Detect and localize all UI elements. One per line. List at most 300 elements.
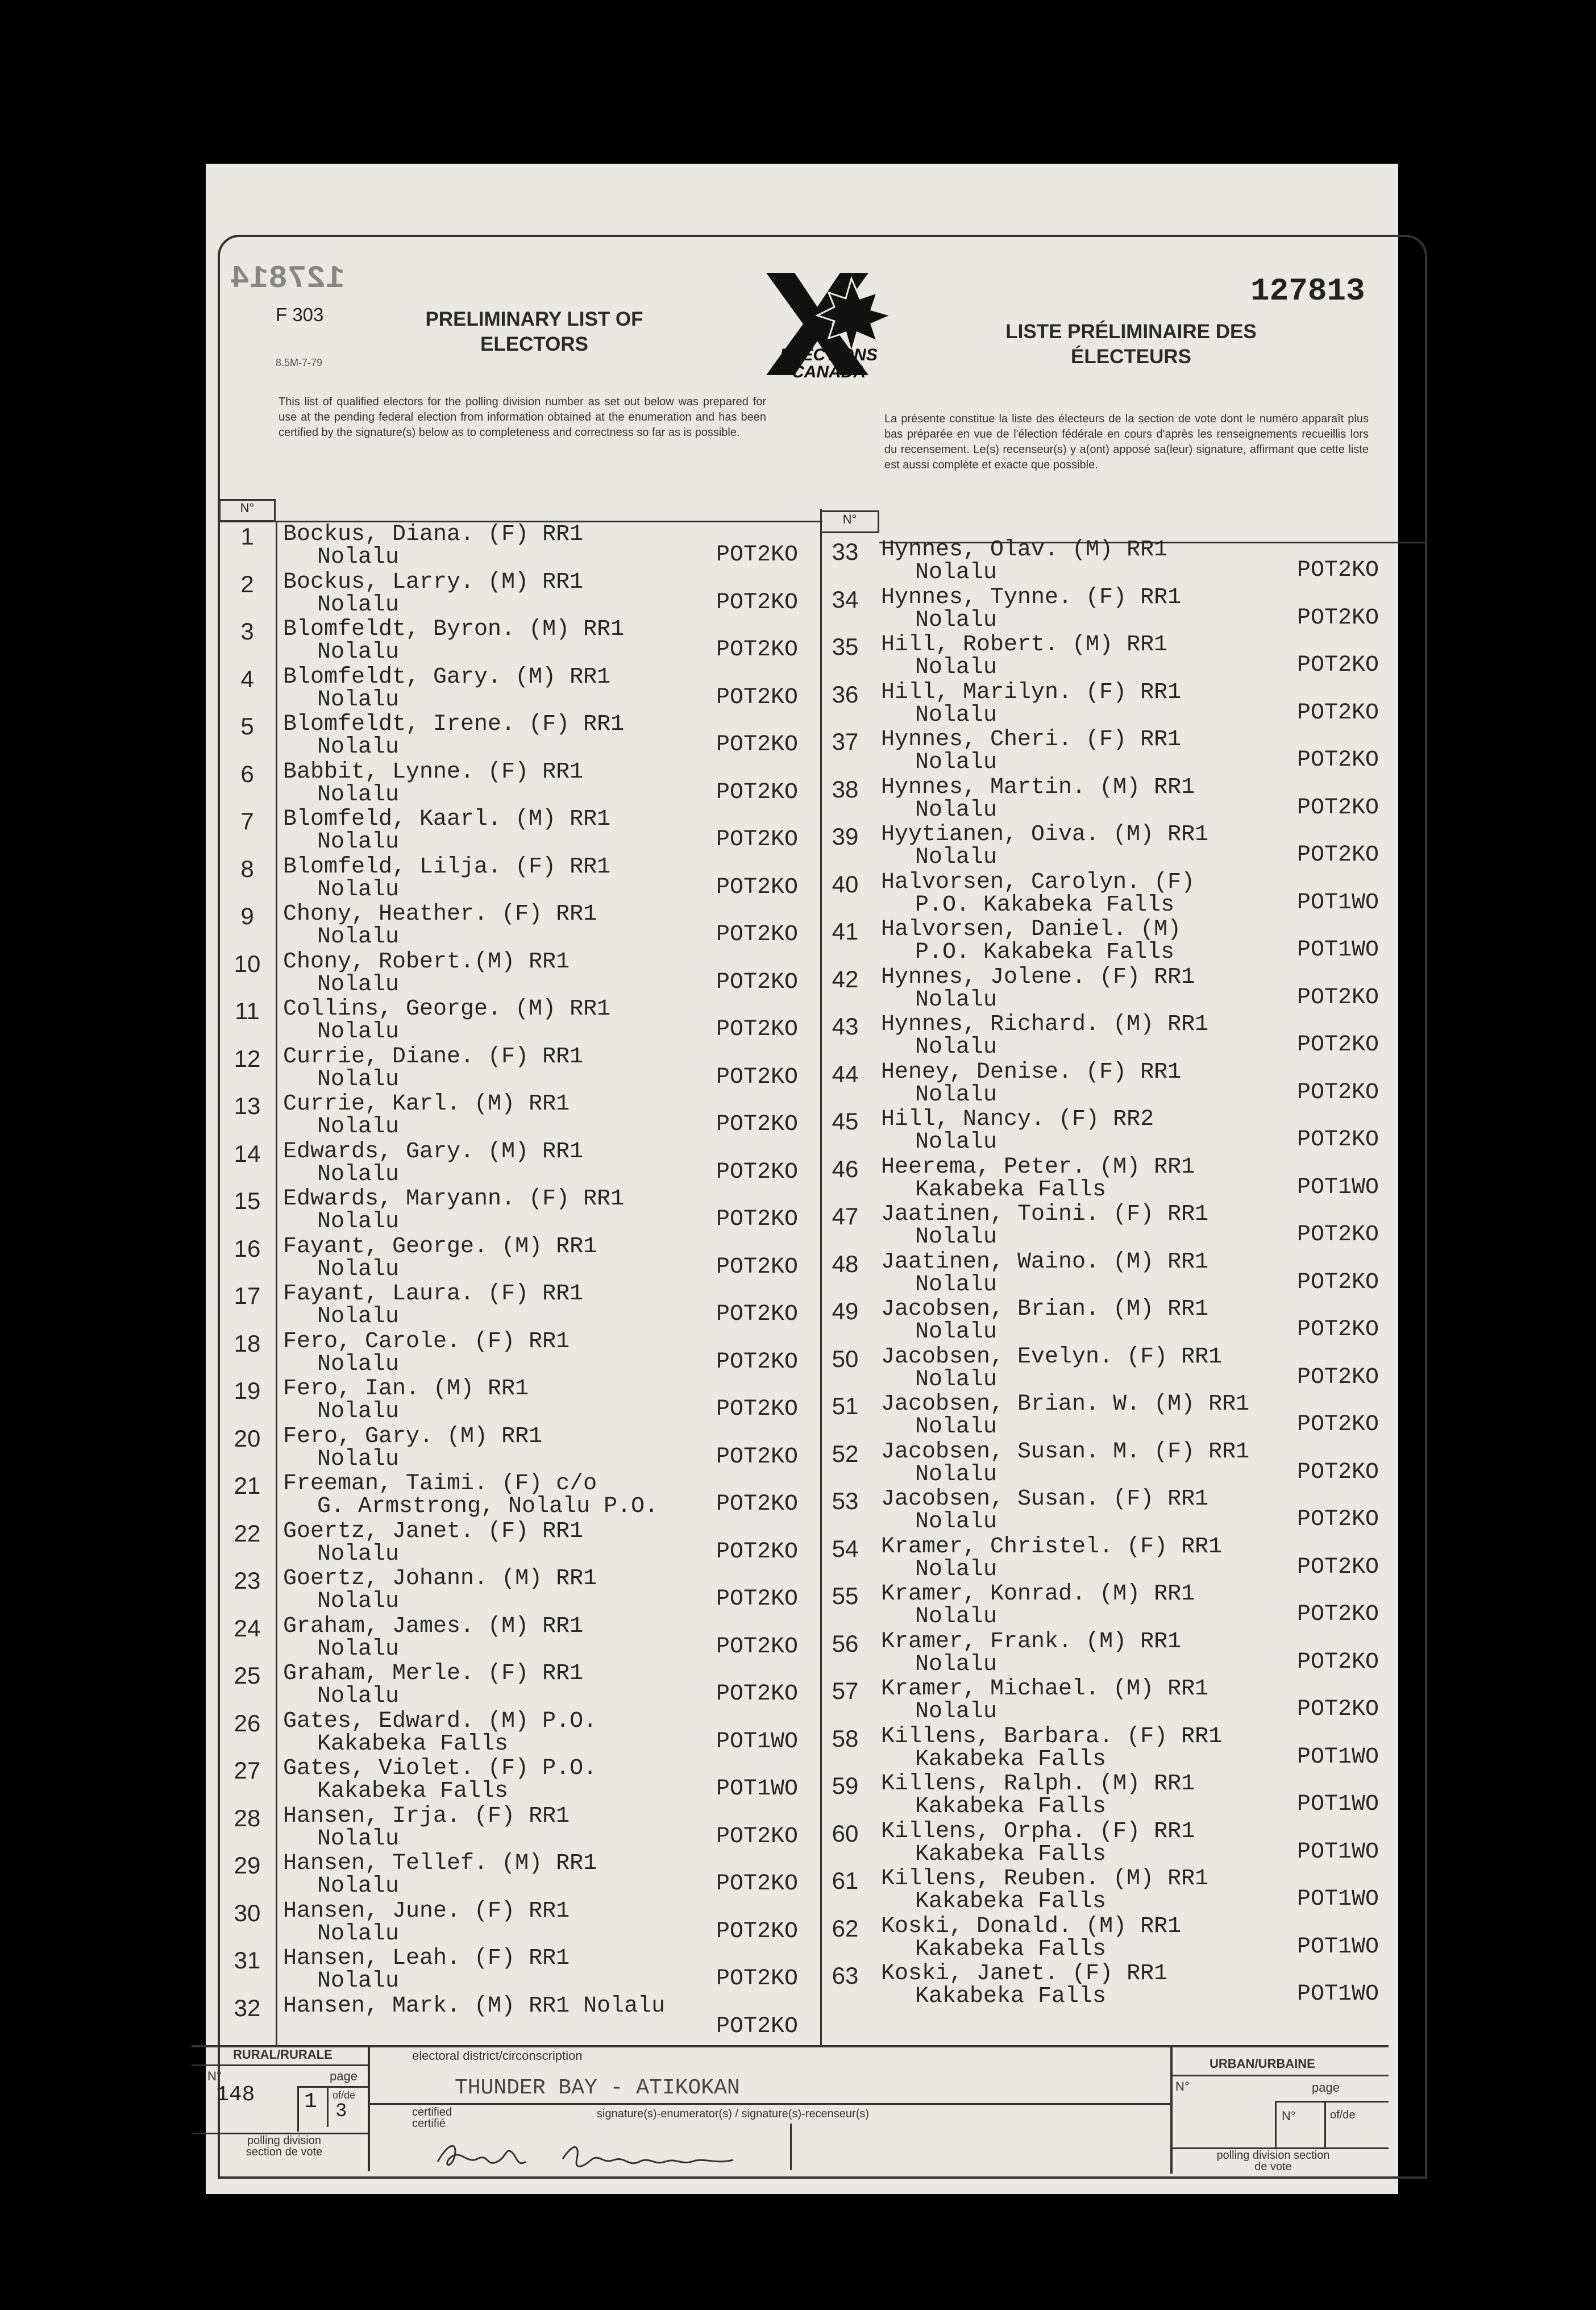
elector-name: Edwards, Maryann. (F) RR1 <box>283 1186 625 1212</box>
entry-number: 63 <box>832 1962 859 1989</box>
entry-number: 40 <box>832 870 859 898</box>
elector-name: Edwards, Gary. (M) RR1 <box>283 1139 584 1165</box>
entry-number: 33 <box>832 538 859 565</box>
entry-number: 7 <box>240 808 254 834</box>
postal-code: POT2KO <box>716 922 799 948</box>
elector-locality: Nolalu <box>915 1651 998 1677</box>
elector-locality: Nolalu <box>317 829 400 855</box>
elector-entry <box>227 1376 799 1424</box>
elector-locality: Nolalu <box>915 1319 998 1345</box>
elector-name: Hynnes, Martin. (M) RR1 <box>881 774 1195 800</box>
entry-number: 3 <box>240 618 254 645</box>
elector-name: Koski, Janet. (F) RR1 <box>881 1961 1168 1987</box>
postal-code: POT2KO <box>716 1397 799 1422</box>
elector-name: Collins, George. (M) RR1 <box>283 996 611 1022</box>
elector-locality: P.O. Kakabeka Falls <box>915 892 1175 918</box>
entry-number: 59 <box>832 1772 859 1799</box>
elector-entry <box>825 1961 1394 2009</box>
elector-entry <box>825 1866 1394 1914</box>
urban-polling-label: polling division section de vote <box>1216 2149 1330 2173</box>
logo-text: ELECTIONS CANADA <box>780 346 878 381</box>
elector-name: Hynnes, Jolene. (F) RR1 <box>881 964 1195 990</box>
postal-code: POT1WO <box>1297 1934 1379 1960</box>
elector-locality: Nolalu <box>317 1636 400 1662</box>
elector-locality: Nolalu <box>317 782 400 808</box>
elector-name: Gates, Violet. (F) P.O. <box>283 1756 597 1781</box>
entry-number: 49 <box>832 1298 859 1324</box>
postal-code: POT2KO <box>1297 653 1379 678</box>
entry-number: 44 <box>832 1060 859 1087</box>
postal-code: POT2KO <box>716 542 799 568</box>
rural-polling-number: 148 <box>216 2083 255 2107</box>
elector-locality: Nolalu <box>915 1509 998 1535</box>
rural-of-number: 3 <box>335 2101 347 2122</box>
elector-entry <box>227 712 799 760</box>
form-code: F 303 <box>276 304 324 325</box>
urban-label: URBAN/URBAINE <box>1210 2056 1315 2071</box>
elector-entry <box>227 901 799 950</box>
urban-of-divider <box>1324 2102 1326 2147</box>
elector-locality: Nolalu <box>317 1446 400 1472</box>
elector-locality: Nolalu <box>915 845 998 870</box>
postal-code: POT2KO <box>716 637 799 663</box>
elector-name: Hansen, Mark. (M) RR1 Nolalu <box>283 1993 666 2019</box>
entry-number: 12 <box>234 1045 261 1072</box>
elector-locality: Nolalu <box>317 545 400 570</box>
elector-entry <box>825 1486 1394 1534</box>
rural-page-divider <box>297 2086 299 2132</box>
entry-number: 28 <box>234 1804 261 1831</box>
postal-code: POT2KO <box>1297 1127 1379 1153</box>
entry-number: 55 <box>832 1582 859 1609</box>
elector-entry <box>825 632 1394 680</box>
postal-code: POT2KO <box>716 1681 799 1707</box>
elector-locality: Nolalu <box>317 1399 400 1424</box>
ghost-document-number: 127814 <box>230 260 345 297</box>
entry-number: 61 <box>832 1867 859 1894</box>
elector-entry <box>227 1756 799 1804</box>
entry-number: 13 <box>234 1092 261 1119</box>
postal-code: POT2KO <box>716 874 799 900</box>
postal-code: POT2KO <box>716 1823 799 1850</box>
district-label: electoral district/circonscription <box>412 2049 583 2063</box>
elector-locality: Kakabeka Falls <box>915 1794 1107 1819</box>
elector-locality: P.O. Kakabeka Falls <box>915 940 1175 965</box>
entry-number: 6 <box>240 760 254 787</box>
elector-locality: Nolalu <box>317 1684 400 1709</box>
postal-code: POT2KO <box>1297 747 1379 773</box>
entry-number: 41 <box>832 918 859 945</box>
elector-name: Jacobsen, Brian. W. (M) RR1 <box>881 1391 1250 1417</box>
elector-entry <box>825 585 1394 633</box>
postal-code: POT2KO <box>716 1966 799 1992</box>
entry-number: 26 <box>234 1709 261 1736</box>
elector-entry <box>825 1012 1394 1060</box>
entry-number: 21 <box>234 1472 261 1499</box>
elector-entry <box>227 664 799 713</box>
entry-number: 14 <box>234 1140 261 1167</box>
elector-entry <box>227 1139 799 1187</box>
intro-english: This list of qualified electors for the polling division number as set out below was prepared for use at the pending federal election from information obtained at the enumeration and has been certified by the signature(s) below as to completeness and correctness so far as is possible. <box>279 396 766 439</box>
elector-locality: Nolalu <box>915 702 998 728</box>
urban-no-label: N° <box>1175 2079 1190 2093</box>
elector-entry <box>825 775 1394 822</box>
entry-number: 46 <box>832 1155 859 1182</box>
elector-locality: Nolalu <box>317 876 400 903</box>
elector-name: Jaatinen, Waino. (M) RR1 <box>881 1249 1209 1275</box>
postal-code: POT2KO <box>716 1634 799 1660</box>
rural-label: RURAL/RURALE <box>233 2047 332 2062</box>
entry-number: 42 <box>832 965 859 992</box>
postal-code: POT2KO <box>716 1207 799 1232</box>
postal-code: POT2KO <box>716 1871 799 1897</box>
entry-number: 57 <box>832 1677 859 1704</box>
elector-entry <box>227 1708 799 1757</box>
elector-locality: Nolalu <box>317 1589 400 1614</box>
elector-entry <box>227 759 799 808</box>
elector-locality: Nolalu <box>317 687 400 713</box>
postal-code: POT2KO <box>1297 558 1379 583</box>
elector-entry <box>825 1771 1394 1819</box>
rural-of-divider <box>327 2087 329 2127</box>
elector-name: Chony, Robert.(M) RR1 <box>283 949 570 975</box>
entry-number: 17 <box>234 1282 261 1309</box>
elector-locality: Kakabeka Falls <box>915 1746 1107 1772</box>
certified-label: certified certifié <box>412 2106 452 2130</box>
elector-entry <box>227 1423 799 1472</box>
elector-entry <box>825 1581 1394 1629</box>
elector-locality: Nolalu <box>915 1224 998 1250</box>
elector-locality: Nolalu <box>317 1114 400 1140</box>
elector-locality: Nolalu <box>915 750 998 775</box>
elector-name: Bockus, Larry. (M) RR1 <box>283 569 584 595</box>
document-number: 127813 <box>1250 273 1365 309</box>
urban-page-no-label: N° <box>1282 2109 1296 2123</box>
elector-entry <box>825 1914 1394 1962</box>
elector-name: Killens, Barbara. (F) RR1 <box>881 1723 1223 1750</box>
form-revision: 8.5M-7-79 <box>276 357 323 368</box>
entry-number: 29 <box>234 1852 261 1879</box>
elector-name: Killens, Ralph. (M) RR1 <box>881 1771 1195 1797</box>
elector-name: Blomfeldt, Byron. (M) RR1 <box>283 617 625 642</box>
postal-code: POT2KO <box>1297 842 1379 868</box>
elector-name: Hynnes, Tynne. (F) RR1 <box>881 584 1182 610</box>
entry-number: 54 <box>832 1535 859 1562</box>
elector-locality: Nolalu <box>317 1304 400 1330</box>
elector-entry <box>825 727 1394 775</box>
postal-code: POT2KO <box>1297 1507 1379 1532</box>
elector-name: Currie, Karl. (M) RR1 <box>283 1091 570 1117</box>
entry-number: 20 <box>234 1424 261 1452</box>
elector-locality: Nolalu <box>317 734 400 760</box>
rural-page-number: 1 <box>304 2089 317 2114</box>
postal-code: POT2KO <box>716 1539 799 1565</box>
elector-entry <box>825 917 1394 965</box>
elector-entry <box>825 1154 1394 1202</box>
elector-name: Graham, Merle. (F) RR1 <box>283 1661 584 1686</box>
elector-locality: Nolalu <box>317 1921 400 1947</box>
postal-code: POT2KO <box>716 1017 799 1042</box>
entry-number: 10 <box>234 950 261 977</box>
rural-of-label: of/de <box>332 2089 356 2101</box>
entry-number: 30 <box>234 1899 261 1926</box>
postal-code: POT2KO <box>716 589 799 616</box>
elector-name: Heerema, Peter. (M) RR1 <box>881 1154 1195 1180</box>
postal-code: POT2KO <box>716 1254 799 1280</box>
urban-of-label: of/de <box>1330 2109 1356 2121</box>
entry-number: 37 <box>832 728 859 755</box>
postal-code: POT2KO <box>1297 1602 1379 1627</box>
elector-entry <box>227 1803 799 1852</box>
elector-locality: Nolalu <box>915 1414 998 1440</box>
postal-code: POT2KO <box>1297 984 1379 1011</box>
elector-entry <box>227 949 799 998</box>
elector-name: Hansen, Irja. (F) RR1 <box>283 1803 570 1829</box>
elector-locality: Nolalu <box>915 655 998 680</box>
elector-name: Heney, Denise. (F) RR1 <box>881 1059 1182 1085</box>
elector-name: Halvorsen, Daniel. (M) <box>881 917 1182 942</box>
elector-locality: Nolalu <box>317 1161 400 1187</box>
postal-code: POT1WO <box>1297 1744 1379 1770</box>
elector-entry <box>227 807 799 855</box>
footer-top-rule <box>192 2045 1389 2047</box>
elector-name: Fayant, George. (M) RR1 <box>283 1233 597 1260</box>
enumerator-signature <box>432 2136 750 2176</box>
elector-name: Fero, Carole. (F) RR1 <box>283 1328 570 1355</box>
postal-code: POT2KO <box>716 732 799 758</box>
elector-locality: Nolalu <box>915 1556 998 1582</box>
elector-entry <box>227 854 799 903</box>
elector-entry <box>227 1993 799 2041</box>
elector-entry <box>825 1060 1394 1107</box>
rural-page-label: page <box>330 2069 358 2083</box>
entry-number: 51 <box>832 1393 859 1419</box>
entry-number: 62 <box>832 1914 859 1942</box>
postal-code: POT2KO <box>716 969 799 995</box>
entry-number: 1 <box>240 523 254 550</box>
elector-entry <box>825 1534 1394 1582</box>
urban-page-rule <box>1275 2101 1389 2103</box>
elector-entry <box>825 1107 1394 1154</box>
rural-page-rule <box>297 2086 368 2088</box>
elector-entry <box>227 1471 799 1519</box>
signature-label: signature(s)-enumerator(s) / signature(s)-recenseur(s) <box>597 2108 870 2120</box>
entry-number: 47 <box>832 1203 859 1229</box>
elector-entry <box>227 1233 799 1282</box>
elector-locality: Nolalu <box>915 1699 998 1725</box>
postal-code: POT2KO <box>716 684 799 711</box>
entry-number: 35 <box>832 633 859 660</box>
entry-number: 2 <box>240 570 254 597</box>
elector-name: Hill, Nancy. (F) RR2 <box>881 1107 1154 1132</box>
entry-number: 25 <box>234 1662 261 1689</box>
elector-name: Blomfeld, Lilja. (F) RR1 <box>283 854 611 880</box>
rural-right-divider <box>368 2045 370 2171</box>
elector-entry <box>825 1391 1394 1439</box>
postal-code: POT2KO <box>716 1302 799 1327</box>
elector-locality: Kakabeka Falls <box>915 1936 1107 1962</box>
entry-number: 8 <box>240 855 254 882</box>
elector-locality: Kakabeka Falls <box>915 1177 1107 1203</box>
postal-code: POT1WO <box>1297 1887 1379 1912</box>
elector-name: Goertz, Johann. (M) RR1 <box>283 1566 597 1592</box>
postal-code: POT2KO <box>1297 1079 1379 1106</box>
elector-entry <box>825 1249 1394 1297</box>
right-column-no-header: N° <box>820 510 879 533</box>
entry-number: 43 <box>832 1013 859 1040</box>
elector-entry <box>825 870 1394 917</box>
elector-locality: G. Armstrong, Nolalu P.O. <box>317 1494 659 1519</box>
postal-code: POT2KO <box>1297 700 1379 726</box>
elector-entry <box>227 1946 799 1994</box>
elector-name: Kramer, Michael. (M) RR1 <box>881 1676 1209 1702</box>
elector-locality: Kakabeka Falls <box>915 1841 1107 1867</box>
entry-number: 22 <box>234 1519 261 1547</box>
intro-french: La présente constitue la liste des électeurs de la section de vote dont le numéro apparaît plus bas préparée en vue de l'élection fédérale en cours d'après les renseignements recueillis lors du recensement. Le(s) recenseur(s) y a(ont) apposé sa(leur) signature, affirmant que cette liste est aussi complète et exacte que possible. <box>884 413 1369 471</box>
entry-number: 48 <box>832 1250 859 1277</box>
entry-number: 18 <box>234 1330 261 1357</box>
elector-locality: Nolalu <box>915 607 998 633</box>
elector-name: Bockus, Diana. (F) RR1 <box>283 522 584 547</box>
elector-locality: Kakabeka Falls <box>317 1779 509 1804</box>
elector-locality: Nolalu <box>317 639 400 665</box>
signature-divider <box>790 2124 792 2170</box>
entry-number: 19 <box>234 1377 261 1404</box>
elector-locality: Kakabeka Falls <box>317 1731 509 1757</box>
postal-code: POT2KO <box>716 779 799 805</box>
postal-code: POT1WO <box>1297 890 1379 916</box>
elector-name: Hynnes, Richard. (M) RR1 <box>881 1012 1209 1037</box>
postal-code: POT2KO <box>716 1159 799 1185</box>
rural-no-label: N° <box>207 2069 222 2083</box>
elector-locality: Kakabeka Falls <box>915 1984 1107 2009</box>
elector-name: Kramer, Frank. (M) RR1 <box>881 1628 1182 1655</box>
postal-code: POT2KO <box>716 2013 799 2039</box>
elector-entry <box>227 1518 799 1567</box>
elector-locality: Nolalu <box>915 1272 998 1298</box>
entry-number: 16 <box>234 1235 261 1262</box>
elector-name: Hynnes, Olav. (M) RR1 <box>881 537 1168 563</box>
elector-locality: Nolalu <box>915 1366 998 1393</box>
entry-number: 36 <box>832 680 859 708</box>
elector-name: Blomfeldt, Gary. (M) RR1 <box>283 664 611 690</box>
postal-code: POT1WO <box>1297 937 1379 963</box>
elector-locality: Nolalu <box>317 1968 400 1994</box>
elector-entry <box>825 1819 1394 1867</box>
postal-code: POT2KO <box>716 1918 799 1945</box>
elector-locality: Nolalu <box>317 1873 400 1899</box>
rural-label-rule <box>192 2064 368 2066</box>
elector-name: Jacobsen, Susan. (F) RR1 <box>881 1486 1209 1512</box>
entry-number: 53 <box>832 1488 859 1514</box>
elector-locality: Nolalu <box>915 560 998 585</box>
elector-entry <box>825 1297 1394 1344</box>
elector-name: Jaatinen, Toini. (F) RR1 <box>881 1202 1209 1227</box>
entry-number: 38 <box>832 775 859 803</box>
elector-entry <box>227 1898 799 1947</box>
elector-locality: Nolalu <box>915 1034 998 1060</box>
elector-entry <box>227 1661 799 1709</box>
urban-label-rule <box>1170 2075 1389 2076</box>
entry-number: 27 <box>234 1757 261 1784</box>
elector-name: Hansen, June. (F) RR1 <box>283 1898 570 1924</box>
elector-locality: Nolalu <box>317 1826 400 1852</box>
rural-polling-label: polling division section de vote <box>246 2134 323 2158</box>
elector-entry <box>227 1328 799 1377</box>
elector-name: Gates, Edward. (M) P.O. <box>283 1708 597 1734</box>
elector-locality: Nolalu <box>317 1351 400 1377</box>
elector-name: Hyytianen, Oiva. (M) RR1 <box>881 822 1209 847</box>
entry-number: 56 <box>832 1630 859 1657</box>
elector-name: Babbit, Lynne. (F) RR1 <box>283 759 584 785</box>
entry-number: 60 <box>832 1819 859 1847</box>
elector-entry <box>825 537 1394 585</box>
postal-code: POT1WO <box>1297 1792 1379 1817</box>
elector-name: Blomfeldt, Irene. (F) RR1 <box>283 712 625 737</box>
postal-code: POT2KO <box>1297 1697 1379 1722</box>
elector-name: Hansen, Leah. (F) RR1 <box>283 1946 570 1971</box>
postal-code: POT2KO <box>716 1112 799 1137</box>
postal-code: POT1WO <box>1297 1839 1379 1865</box>
elector-entry <box>825 1344 1394 1392</box>
postal-code: POT2KO <box>716 1444 799 1470</box>
entry-number: 50 <box>832 1345 859 1372</box>
elector-entry <box>227 996 799 1045</box>
entry-number: 5 <box>240 713 254 739</box>
elector-name: Halvorsen, Carolyn. (F) <box>881 869 1195 895</box>
district-value: THUNDER BAY - ATIKOKAN <box>455 2076 740 2100</box>
elector-name: Hansen, Tellef. (M) RR1 <box>283 1851 597 1876</box>
elector-entry <box>227 1281 799 1330</box>
title-french: LISTE PRÉLIMINAIRE DES ÉLECTEURS <box>1005 321 1257 368</box>
elector-locality: Nolalu <box>915 1082 998 1108</box>
postal-code: POT2KO <box>1297 1459 1379 1485</box>
postal-code: POT2KO <box>716 1349 799 1375</box>
elector-locality: Nolalu <box>915 1129 998 1155</box>
elector-name: Hill, Robert. (M) RR1 <box>881 632 1168 658</box>
elector-name: Killens, Orpha. (F) RR1 <box>881 1818 1195 1844</box>
elector-name: Hynnes, Cheri. (F) RR1 <box>881 727 1182 753</box>
entry-number: 39 <box>832 823 859 850</box>
elector-locality: Nolalu <box>915 987 998 1013</box>
postal-code: POT2KO <box>716 1491 799 1517</box>
elector-locality: Nolalu <box>317 1541 400 1567</box>
elector-locality: Kakabeka Falls <box>915 1889 1107 1914</box>
elector-locality: Nolalu <box>915 1461 998 1488</box>
elector-entry <box>825 1724 1394 1772</box>
entry-number: 32 <box>234 1994 261 2021</box>
elector-entry <box>227 1613 799 1662</box>
postal-code: POT2KO <box>1297 1649 1379 1675</box>
postal-code: POT2KO <box>1297 1317 1379 1343</box>
postal-code: POT2KO <box>716 1064 799 1090</box>
postal-code: POT2KO <box>1297 605 1379 631</box>
elector-locality: Nolalu <box>317 1256 400 1282</box>
elector-entry <box>227 569 799 618</box>
elector-entry <box>227 1566 799 1614</box>
elector-locality: Nolalu <box>317 1019 400 1045</box>
postal-code: POT2KO <box>1297 1364 1379 1390</box>
elector-entry <box>227 522 799 570</box>
entry-number: 9 <box>240 903 254 929</box>
urban-page-divider <box>1275 2101 1277 2147</box>
elector-locality: Nolalu <box>317 924 400 950</box>
elector-entry <box>825 1676 1394 1724</box>
entry-number: 24 <box>234 1614 261 1642</box>
elector-name: Fero, Gary. (M) RR1 <box>283 1423 543 1449</box>
entry-number: 45 <box>832 1108 859 1135</box>
elector-name: Kramer, Christel. (F) RR1 <box>881 1534 1223 1560</box>
